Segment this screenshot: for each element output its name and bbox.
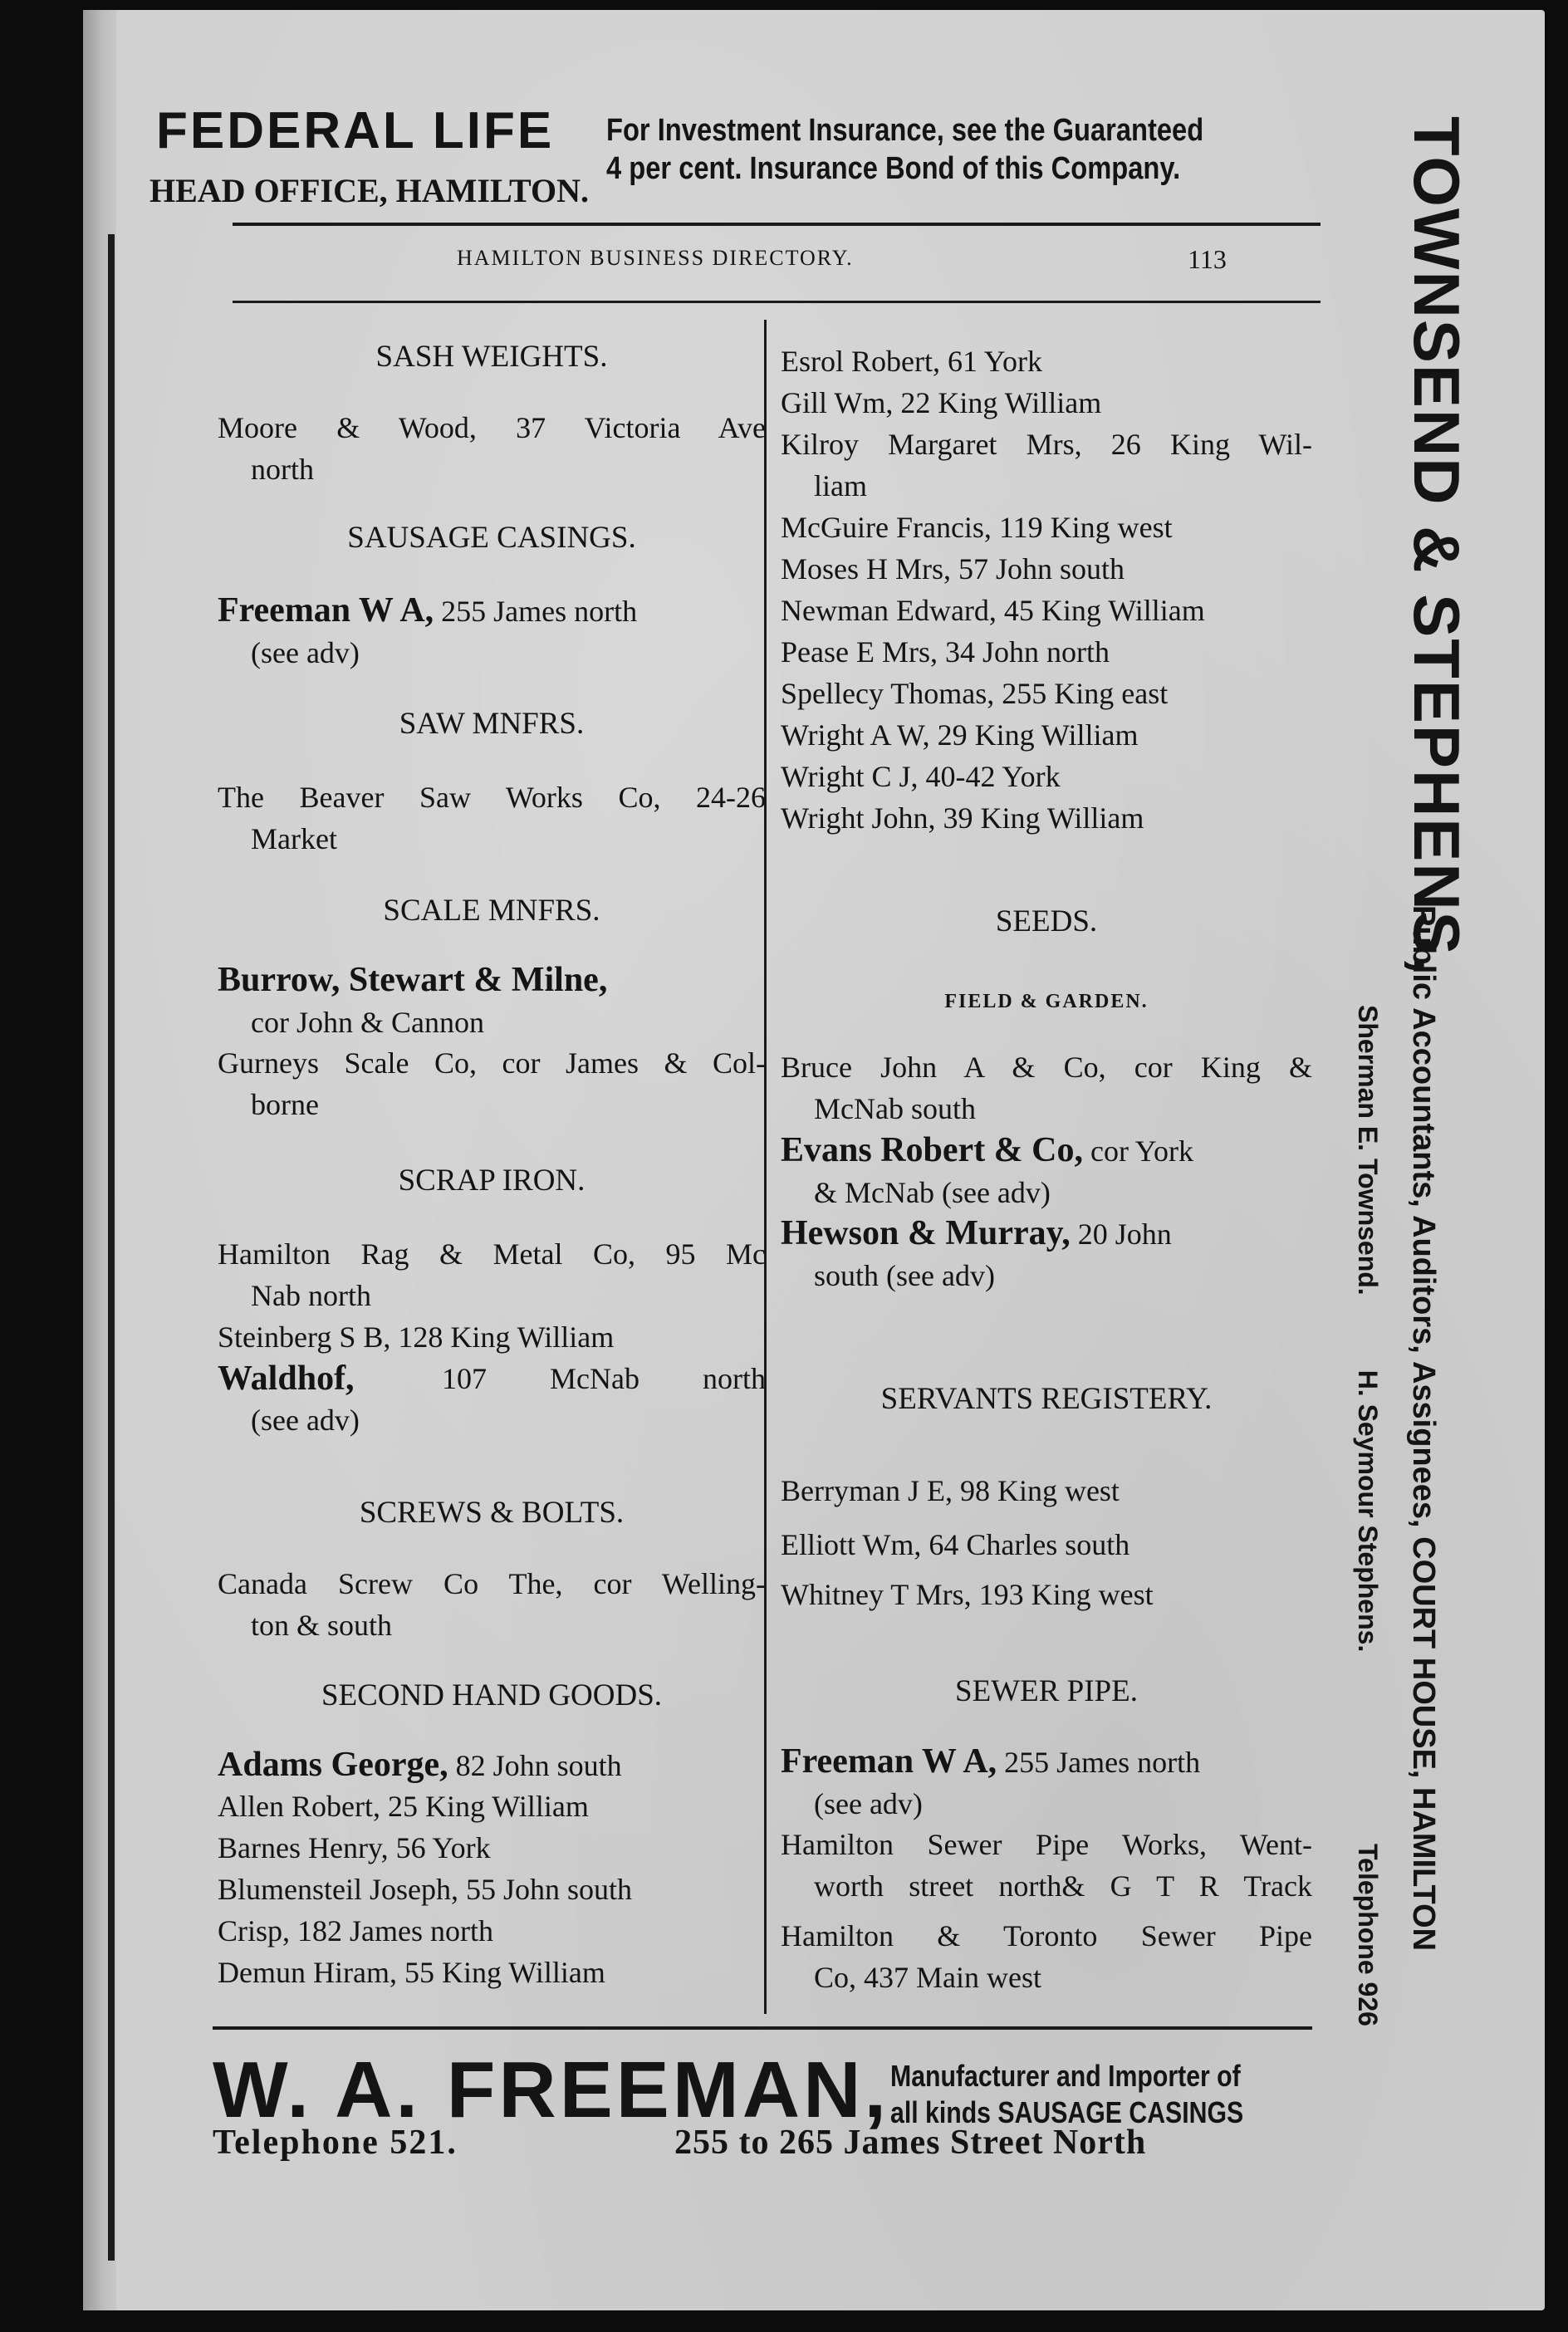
page-number: 113 (1188, 244, 1227, 274)
entry-moore-wood-cont: north (251, 453, 314, 486)
entry-whitney-t: Whitney T Mrs, 193 King west (781, 1578, 1154, 1611)
heading-screws-bolts: SCREWS & BOLTS. (359, 1496, 625, 1530)
entry-spellecy-thomas: Spellecy Thomas, 255 King east (781, 677, 1169, 710)
entry-hamilton-toronto-sewer-cont: Co, 437 Main west (814, 1961, 1041, 1994)
entry-elliott-wm: Elliott Wm, 64 Charles south (781, 1528, 1130, 1561)
header-rule (233, 223, 1321, 226)
side-ad-partner-stephens: H. Seymour Stephens. (1353, 1369, 1383, 1653)
side-ad-partners (1352, 1005, 1383, 1652)
entry-kilroy-margaret: Kilroy Margaret Mrs, 26 King Wil- (781, 428, 1312, 461)
freeman-ad-address: 255 to 265 James Street North (674, 2124, 1147, 2162)
entry-kilroy-margaret-cont: liam (814, 469, 867, 502)
heading-sausage-casings: SAUSAGE CASINGS. (347, 521, 636, 555)
running-head: HAMILTON BUSINESS DIRECTORY. (457, 246, 854, 270)
entry-wright-aw: Wright A W, 29 King William (781, 718, 1139, 752)
side-ad-name: TOWNSEND & STEPHENS, (1400, 116, 1473, 977)
entry-evans-robert: Evans Robert & Co, cor York & McNab (see adv) (781, 1131, 1194, 1209)
entry-burrow-stewart-milne: Burrow, Stewart & Milne, cor John & Cannon (218, 961, 608, 1039)
entry-hamilton-toronto-sewer: Hamilton & Toronto Sewer Pipe (781, 1919, 1312, 1952)
entry-adams-george: Adams George, 82 John south (218, 1746, 622, 1784)
entry-pease-e: Pease E Mrs, 34 John north (781, 635, 1110, 669)
heading-seeds: SEEDS. (995, 904, 1098, 938)
federal-life-office: HEAD OFFICE, HAMILTON. (149, 172, 589, 209)
entry-beaver-saw: The Beaver Saw Works Co, 24-26 (218, 781, 766, 814)
entry-mcguire-francis: McGuire Francis, 119 King west (781, 511, 1173, 544)
entry-steinberg: Steinberg S B, 128 King William (218, 1320, 615, 1354)
side-ad-services: Public Accountants, Auditors, Assignees, COURT HOUSE, HAMILTON (1406, 905, 1441, 1952)
right-column (781, 316, 1312, 2018)
entry-blumensteil: Blumensteil Joseph, 55 John south (218, 1873, 633, 1906)
entry-hewson-murray: Hewson & Murray, 20 John south (see adv) (781, 1214, 1172, 1292)
entry-moore-wood: Moore & Wood, 37 Victoria Ave (218, 411, 766, 444)
federal-life-tagline-line2: 4 per cent. Insurance Bond of this Company. (606, 151, 1181, 186)
entry-freeman-sausage: Freeman W A, 255 James north (see adv) (218, 591, 638, 669)
heading-saw-mnfrs: SAW MNFRS. (399, 707, 585, 741)
entry-gurneys-scale-cont: borne (251, 1088, 319, 1121)
freeman-ad-desc-line1: Manufacturer and Importer of (890, 2059, 1241, 2093)
heading-scale-mnfrs: SCALE MNFRS. (383, 894, 600, 928)
heading-sewer-pipe: SEWER PIPE. (955, 1674, 1138, 1708)
entry-barnes-henry: Barnes Henry, 56 York (218, 1831, 491, 1864)
entry-wright-cj: Wright C J, 40-42 York (781, 760, 1061, 793)
side-ad-telephone: Telephone 926 (1353, 1844, 1383, 2026)
side-ad-partner-townsend: Sherman E. Townsend. (1353, 1005, 1383, 1296)
entry-bruce-john: Bruce John A & Co, cor King & (781, 1051, 1312, 1084)
entry-demun-hiram: Demun Hiram, 55 King William (218, 1956, 605, 1989)
entry-beaver-saw-cont: Market (251, 822, 337, 855)
entry-esrol-robert: Esrol Robert, 61 York (781, 345, 1043, 378)
subheading-field-garden: FIELD & GARDEN. (944, 991, 1149, 1012)
heading-scrap-iron: SCRAP IRON. (398, 1164, 586, 1198)
entry-crisp: Crisp, 182 James north (218, 1914, 493, 1947)
entry-hamilton-rag-metal-cont: Nab north (251, 1279, 371, 1312)
entry-canada-screw-cont: ton & south (251, 1609, 393, 1642)
binding-edge-line (108, 234, 115, 2261)
federal-life-tagline-line1: For Investment Insurance, see the Guaranteed (606, 113, 1204, 148)
entry-hamilton-rag-metal: Hamilton Rag & Metal Co, 95 Mc (218, 1237, 766, 1271)
running-head-rule (233, 301, 1321, 303)
footer-rule (213, 2026, 1312, 2030)
entry-gurneys-scale: Gurneys Scale Co, cor James & Col- (218, 1046, 766, 1080)
entry-waldhof: Waldhof, 107 McNab north (see adv) (218, 1360, 766, 1437)
entry-moses-h: Moses H Mrs, 57 John south (781, 552, 1125, 585)
entry-wright-john: Wright John, 39 King William (781, 801, 1144, 835)
entry-berryman: Berryman J E, 98 King west (781, 1474, 1120, 1507)
freeman-ad-telephone: Telephone 521. (213, 2124, 458, 2162)
entry-bruce-john-cont: McNab south (814, 1092, 976, 1125)
entry-allen-robert: Allen Robert, 25 King William (218, 1790, 589, 1823)
entry-gill-wm: Gill Wm, 22 King William (781, 386, 1102, 419)
heading-servants-registery: SERVANTS REGISTERY. (880, 1382, 1213, 1416)
left-column (218, 316, 766, 2018)
entry-canada-screw: Canada Screw Co The, cor Welling- (218, 1567, 766, 1600)
freeman-ad-name: W. A. FREEMAN, (213, 2045, 890, 2134)
entry-hamilton-sewer-pipe-works: Hamilton Sewer Pipe Works, Went- (781, 1828, 1312, 1861)
heading-second-hand-goods: SECOND HAND GOODS. (321, 1678, 663, 1712)
entry-freeman-sewer: Freeman W A, 255 James north (see adv) (781, 1742, 1201, 1820)
entry-newman-edward: Newman Edward, 45 King William (781, 594, 1205, 627)
entry-hamilton-sewer-pipe-works-cont: worth street north& G T R Track (814, 1869, 1312, 1903)
federal-life-tagline (606, 111, 1203, 188)
freeman-ad-desc-line2: all kinds SAUSAGE CASINGS (890, 2095, 1244, 2129)
heading-sash-weights: SASH WEIGHTS. (375, 340, 608, 374)
federal-life-title: FEDERAL LIFE (156, 102, 555, 159)
freeman-ad-description (890, 2058, 1243, 2131)
